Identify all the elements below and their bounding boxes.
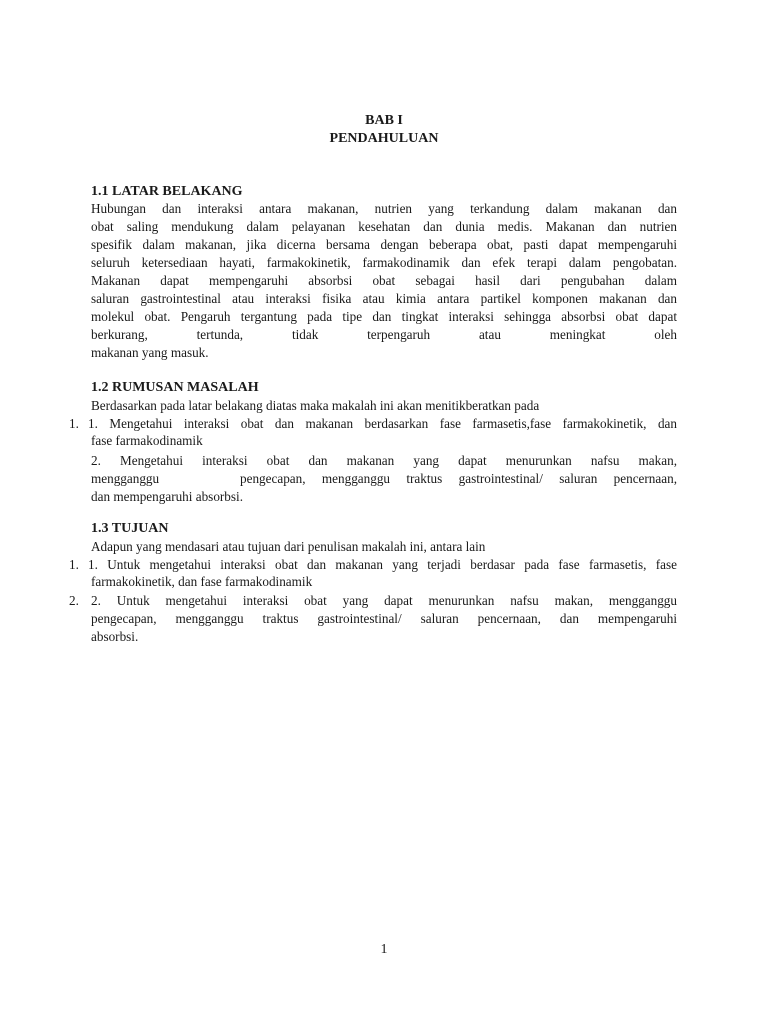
section-heading-latar-belakang: 1.1 LATAR BELAKANG [91,184,243,199]
tujuan-item2-line: pengecapan, mengganggu traktus gastrointestinal/ saluran pencernaan, dan mempengaruhi [91,611,677,626]
latar-line: spesifik dalam makanan, jika dicerna bersama dengan beberapa obat, pasti dapat mempengaruhi [91,237,677,252]
latar-line: Makanan dapat mempengaruhi absorbsi obat sebagai hasil dari pengubahan dalam [91,273,677,288]
chapter-number: BAB I [365,113,403,128]
spread-word: atau [478,327,501,342]
spread-word: terpengaruh [367,327,431,342]
rumusan-item2-word: mengganggu [91,471,160,486]
latar-last-line: makanan yang masuk. [91,345,209,360]
latar-spread-line [91,326,677,344]
tujuan-item2-line: absorbsi. [91,629,139,644]
tujuan-intro: Adapun yang mendasari atau tujuan dari penulisan makalah ini, antara lain [91,539,486,554]
spread-word: tertunda, [196,327,244,342]
latar-line: saluran gastrointestinal atau interaksi fisika atau kimia antara partikel komponen makanan dan [91,291,677,306]
rumusan-item2-line: pengecapan, mengganggu traktus gastrointestinal/ saluran pencernaan, [240,471,677,486]
latar-line: molekul obat. Pengaruh tergantung pada tipe dan tingkat interaksi sehingga absorbsi obat dapat [91,309,677,324]
spread-word: tidak [291,327,319,342]
tujuan-item2-line: 2. Untuk mengetahui interaksi obat yang dapat menurunkan nafsu makan, mengganggu [91,593,677,608]
spread-word: oleh [654,327,677,342]
rumusan-item2-line: dan mempengaruhi absorbsi. [91,489,243,504]
rumusan-item1-line: fase farmakodinamik [91,433,203,448]
latar-line: seluruh ketersediaan hayati, farmakokinetik, farmakodinamik dan efek terapi dalam pengobatan. [91,255,677,270]
section-heading-tujuan: 1.3 TUJUAN [91,521,169,536]
rumusan-item2-line: 2. Mengetahui interaksi obat dan makanan yang dapat menurunkan nafsu makan, [91,453,677,468]
latar-line: Hubungan dan interaksi antara makanan, nutrien yang terkandung dalam makanan dan [91,201,677,216]
list-marker: 1. [69,557,79,572]
rumusan-item1-line: 1. Mengetahui interaksi obat dan makanan berdasarkan fase farmasetis,fase farmakokinetik, dan [88,416,677,431]
list-marker: 2. [69,593,79,608]
spread-word: berkurang, [91,327,148,342]
rumusan-intro: Berdasarkan pada latar belakang diatas maka makalah ini akan menitikberatkan pada [91,398,540,413]
latar-line: obat saling mendukung dalam pelayanan kesehatan dan dunia medis. Makanan dan nutrien [91,219,677,234]
spread-word: meningkat [549,327,606,342]
page-number: 1 [380,942,388,957]
list-marker: 1. [69,416,79,431]
tujuan-item1-line: farmakokinetik, dan fase farmakodinamik [91,574,313,589]
tujuan-item1-line: 1. Untuk mengetahui interaksi obat dan makanan yang terjadi berdasar pada fase farmasetis, fase [88,557,677,572]
section-heading-rumusan-masalah: 1.2 RUMUSAN MASALAH [91,380,259,395]
chapter-title: PENDAHULUAN [329,131,439,146]
